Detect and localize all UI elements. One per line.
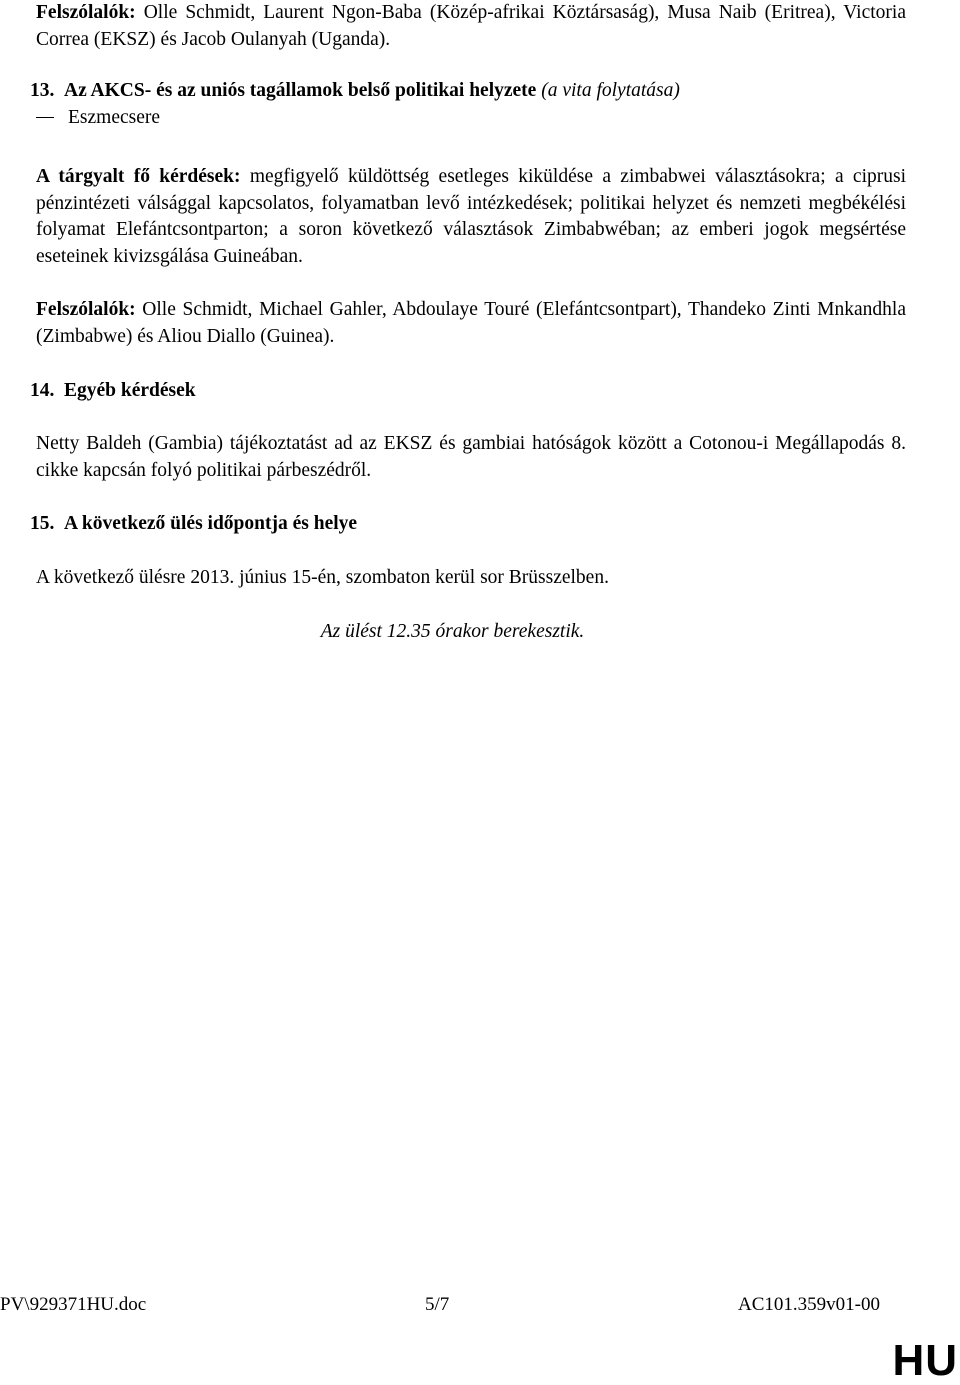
subheading-text: Eszmecsere (68, 107, 161, 128)
footer-page-number: 5/7 (425, 1294, 450, 1315)
dash-bullet (36, 117, 54, 119)
item-number: 13. (30, 80, 55, 101)
paragraph-text: A következő ülésre 2013. június 15-én, szombaton kerül sor Brüsszelben. (36, 567, 609, 588)
speakers-text: Olle Schmidt, Michael Gahler, Abdoulaye Touré (Elefántcsontpart), Thandeko Zinti Mnkandhla (Zimbabwe) és Aliou Diallo (Guinea). (36, 299, 906, 347)
item-15-paragraph (36, 565, 906, 592)
speakers-label: Felszólalók: (36, 2, 136, 23)
speakers-paragraph-2 (36, 297, 906, 350)
item-title: Egyéb kérdések (64, 380, 196, 401)
topics-label: A tárgyalt fő kérdések: (36, 166, 241, 187)
item-number: 15. (30, 513, 55, 534)
closing-line: Az ülést 12.35 órakor berekesztik. (320, 621, 585, 642)
item-14-heading (30, 378, 906, 405)
item-title: Az AKCS- és az uniós tagállamok belső politikai helyzete (64, 80, 537, 101)
speakers-text: Olle Schmidt, Laurent Ngon-Baba (Közép-afrikai Köztársaság), Musa Naib (Eritrea), Victoria Correa (EKSZ) és Jacob Oulanyah (Uganda). (36, 2, 906, 50)
item-title: A következő ülés időpontja és helye (64, 513, 358, 534)
item-title-note: (a vita folytatása) (536, 80, 680, 101)
paragraph-text: Netty Baldeh (Gambia) tájékoztatást ad az EKSZ és gambiai hatóságok között a Cotonou-i Megállapodás 8. cikke kapcsán folyó politikai párbeszédről. (36, 433, 906, 481)
item-13-subheading (36, 105, 160, 132)
speakers-paragraph-1 (36, 0, 906, 53)
speakers-label: Felszólalók: (36, 299, 136, 320)
topics-text: megfigyelő küldöttség esetleges kiküldése a zimbabwei választásokra; a ciprusi pénzintézeti válsággal kapcsolatos, folyamatban levő intézkedések; politikai helyzet és nemzeti megbékélési folyamat Elefántcsontparton; a soron következő választások Zimbabwéban; az emberi jogok megsértése eseteinek kivizsgálása Guineában. (36, 166, 906, 267)
language-code: HU (892, 1336, 958, 1385)
item-13-heading (30, 78, 906, 105)
footer-doc-code: AC101.359v01-00 (738, 1294, 880, 1315)
item-15-heading (30, 511, 906, 538)
item-14-paragraph (36, 431, 906, 484)
page-footer (0, 1292, 960, 1318)
item-number: 14. (30, 380, 55, 401)
footer-doc-ref: PV\929371HU.doc (0, 1294, 147, 1315)
topics-paragraph (36, 164, 906, 270)
